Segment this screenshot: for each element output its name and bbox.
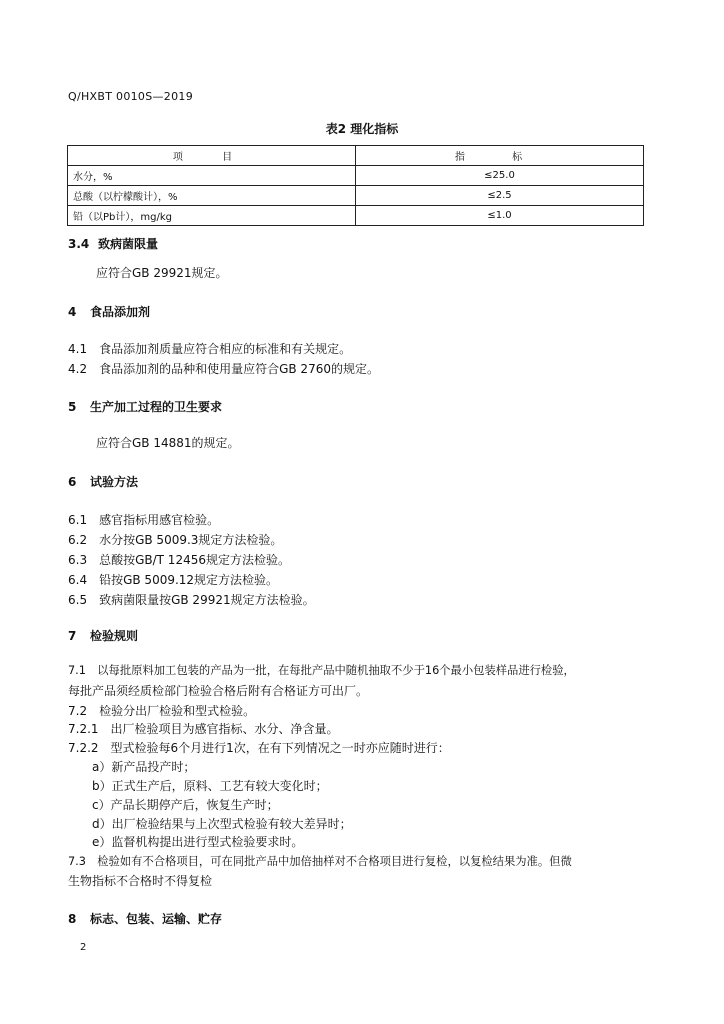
section-title: 食品添加剂 [90, 305, 151, 319]
clause-6-1: 6.1 感官指标用感官检验。 [68, 513, 220, 527]
clause-7-3-line2: 生物指标不合格时不得复检 [68, 874, 213, 888]
clause-4-1: 4.1 食品添加剂质量应符合相应的标准和有关规定。 [68, 342, 352, 356]
table-row [68, 206, 644, 226]
section-heading-8 [68, 910, 222, 927]
row-item: 铅（以Pb计），mg/kg [68, 206, 356, 226]
clause-7-2-1: 7.2.1 出厂检验项目为感官指标、水分、净含量。 [68, 722, 339, 736]
column-header-item: 项 目 [68, 146, 356, 166]
table-row [68, 186, 644, 206]
column-header-index: 指 标 [356, 146, 644, 166]
section-title: 检验规则 [90, 629, 139, 643]
row-value: ≤2.5 [356, 186, 644, 206]
clause-7-1-line1: 7.1 以每批原料加工包装的产品为一批，在每批产品中随机抽取不少于16个最小包装样品进行检验， [68, 664, 575, 677]
row-value: ≤1.0 [356, 206, 644, 226]
clause-7-2: 7.2 检验分出厂检验和型式检验。 [68, 704, 256, 718]
section-number: 6 [68, 475, 77, 489]
clause-6-4: 6.4 铅按GB 5009.12规定方法检验。 [68, 573, 279, 587]
section-heading-7 [68, 627, 138, 644]
clause-4-2: 4.2 食品添加剂的品种和使用量应符合GB 2760的规定。 [68, 362, 379, 376]
section-heading-3-4 [68, 235, 158, 252]
table-row [68, 166, 644, 186]
list-item: d）出厂检验结果与上次型式检验有较大差异时； [92, 817, 352, 831]
page-number: 2 [80, 942, 87, 953]
physicochemical-table [67, 145, 644, 226]
section-number: 3.4 [68, 237, 90, 251]
clause-7-1-line2: 每批产品须经质检部门检验合格后附有合格证方可出厂。 [68, 684, 369, 698]
section-number: 8 [68, 912, 77, 926]
section-number: 4 [68, 305, 77, 319]
section-number: 7 [68, 629, 77, 643]
table-caption: 表2 理化指标 [325, 122, 399, 136]
clause-7-2-2: 7.2.2 型式检验每6个月进行1次，在有下列情况之一时亦应随时进行： [68, 741, 450, 755]
section-title: 试验方法 [90, 475, 139, 489]
row-item: 总酸（以柠檬酸计），% [68, 186, 356, 206]
section-title: 生产加工过程的卫生要求 [90, 400, 223, 414]
clause-6-2: 6.2 水分按GB 5009.3规定方法检验。 [68, 533, 283, 547]
table-header-row [68, 146, 644, 166]
section-paragraph: 应符合GB 14881的规定。 [96, 436, 240, 450]
list-item: a）新产品投产时； [92, 760, 196, 774]
document-header: Q/HXBT 0010S—2019 [68, 90, 194, 103]
section-title: 致病菌限量 [98, 237, 159, 251]
list-item: c）产品长期停产后，恢复生产时； [92, 798, 279, 812]
section-heading-5 [68, 398, 222, 415]
section-heading-6 [68, 473, 138, 490]
list-item: b）正式生产后，原料、工艺有较大变化时； [92, 779, 328, 793]
section-title: 标志、包装、运输、贮存 [90, 912, 223, 926]
clause-6-5: 6.5 致病菌限量按GB 29921规定方法检验。 [68, 593, 315, 607]
clause-6-3: 6.3 总酸按GB/T 12456规定方法检验。 [68, 553, 290, 567]
section-heading-4 [68, 303, 150, 320]
list-item: e）监督机构提出进行型式检验要求时。 [92, 835, 304, 849]
row-value: ≤25.0 [356, 166, 644, 186]
row-item: 水分，% [68, 166, 356, 186]
section-paragraph: 应符合GB 29921规定。 [96, 266, 228, 280]
section-number: 5 [68, 400, 77, 414]
clause-7-3-line1: 7.3 检验如有不合格项目，可在同批产品中加倍抽样对不合格项目进行复检，以复检结果为准。但微 [68, 855, 572, 868]
